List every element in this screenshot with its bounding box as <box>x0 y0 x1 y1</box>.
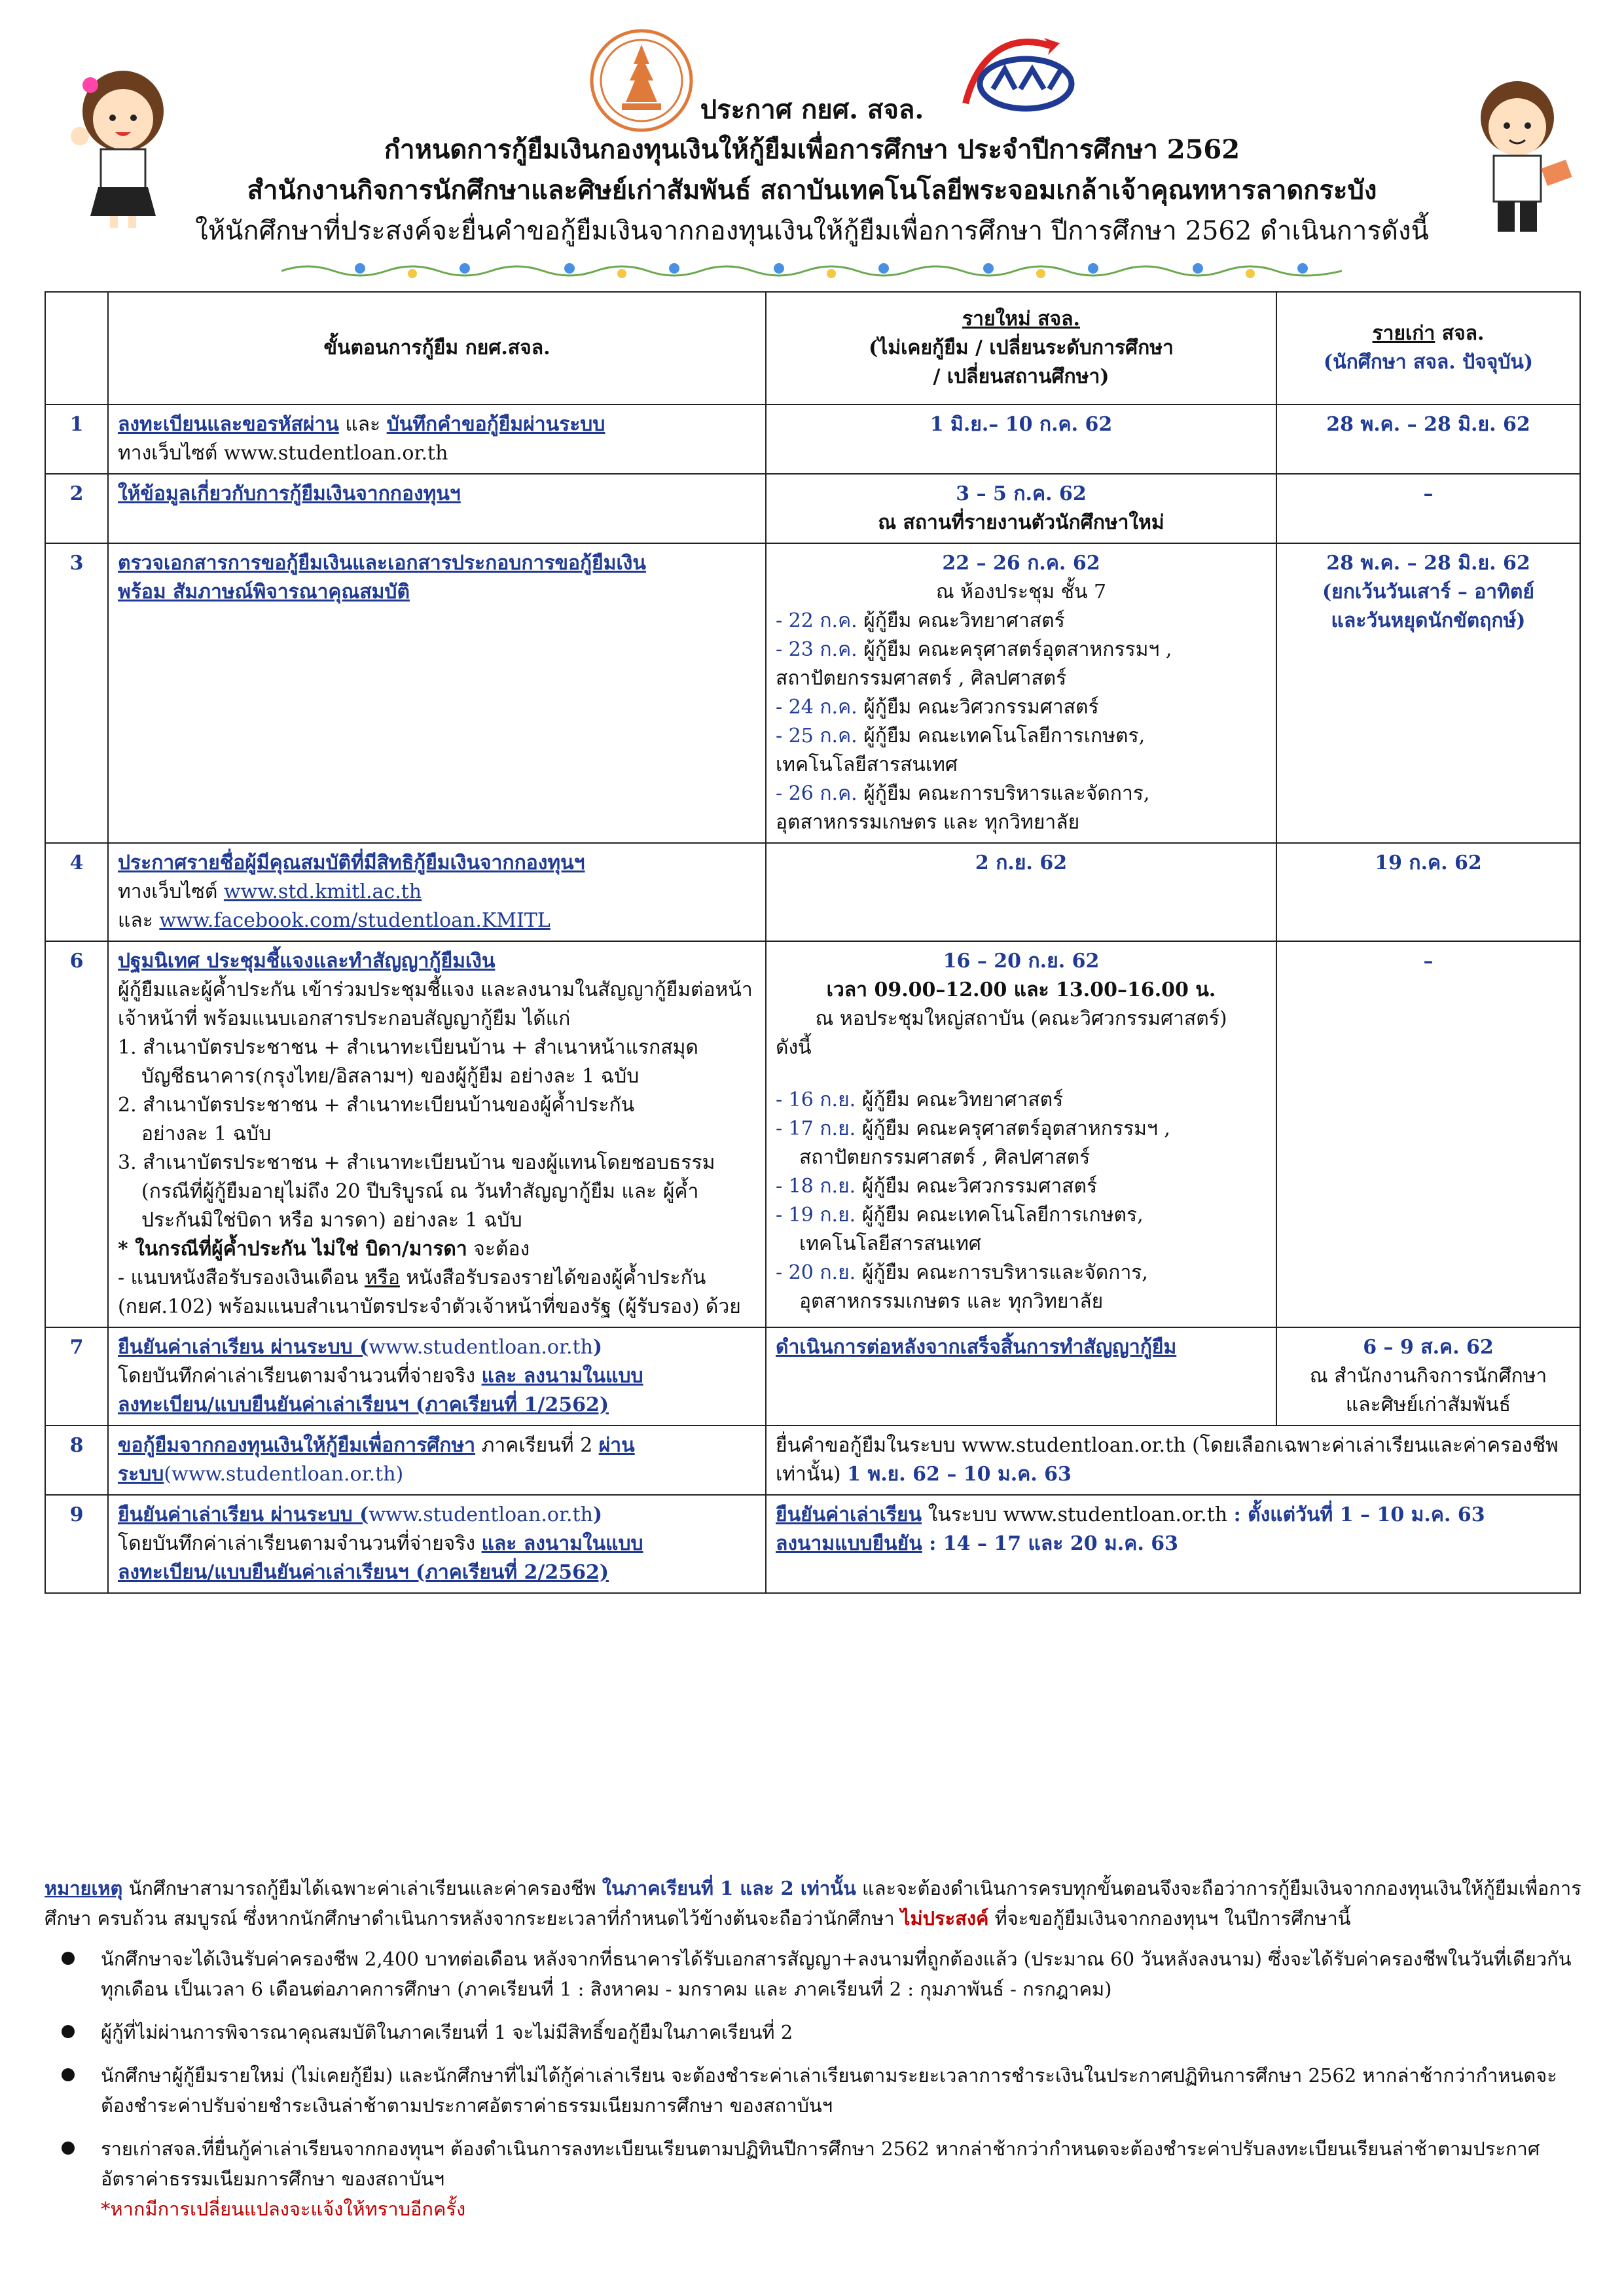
table-header-row <box>45 292 1580 404</box>
row-number: 7 <box>45 1327 108 1426</box>
new-borrower-date: ดำเนินการต่อหลังจากเสร็จสิ้นการทำสัญญากู้ยืม <box>766 1327 1276 1426</box>
notes-section <box>45 1873 1583 2237</box>
new-borrower-date: 1 มิ.ย.– 10 ก.ค. 62 <box>766 404 1276 474</box>
row-number: 8 <box>45 1426 108 1495</box>
header-steps: ขั้นตอนการกู้ยืม กยศ.สจล. <box>108 292 766 404</box>
existing-borrower-date: 19 ก.ค. 62 <box>1276 843 1580 941</box>
new-borrower-date: 22 – 26 ก.ค. 62 ณ ห้องประชุม ชั้น 7 - 22 ก.ค. ผู้กู้ยืม คณะวิทยาศาสตร์ - 23 ก.ค. ผู้กู้ยืม คณะครุศาสตร์อุตสาหกรรมฯ , สถาปัตยกรรมศาสตร์ , ศิลปศาสตร์ - 24 ก.ค. ผู้กู้ยืม คณะวิศวกรรมศาสตร์ - 25 ก.ค. ผู้กู้ยืม คณะเทคโนโลยีการเกษตร, เทคโนโลยีสารสนเทศ - 26 ก.ค. ผู้กู้ยืม คณะการบริหารและจัดการ, อุตสาหกรรมเกษตร และ ทุกวิทยาลัย <box>766 543 1276 843</box>
bullet-icon <box>62 1952 75 1965</box>
table-row <box>45 1426 1580 1495</box>
table-row <box>45 404 1580 474</box>
schedule-heading: กำหนดการกู้ยืมเงินกองทุนเงินให้กู้ยืมเพื่อการศึกษา ประจำปีการศึกษา 2562 <box>384 134 1240 165</box>
facebook-link[interactable]: www.facebook.com/studentloan.KMITL <box>159 909 550 932</box>
intro-line: ให้นักศึกษาที่ประสงค์จะยื่นคำขอกู้ยืมเงินจากกองทุนเงินให้กู้ยืมเพื่อการศึกษา ปีการศึกษา 2562 ดำเนินการดังนี้ <box>195 216 1429 246</box>
semester2-request-cell: ยื่นคำขอกู้ยืมในระบบ www.studentloan.or.th (โดยเลือกเฉพาะค่าเล่าเรียนและค่าครองชีพเท่านั้น) 1 พ.ย. 62 – 10 ม.ค. 63 <box>766 1426 1580 1495</box>
table-row <box>45 474 1580 543</box>
new-borrower-date: 2 ก.ย. 62 <box>766 843 1276 941</box>
header-no <box>45 292 108 404</box>
bullet-icon <box>62 2068 75 2081</box>
list-item: นักศึกษาจะได้เงินรับค่าครองชีพ 2,400 บาทต่อเดือน หลังจากที่ธนาคารได้รับเอกสารสัญญา+ลงนามที่ถูกต้องแล้ว (ประมาณ 60 วันหลังลงนาม) ซึ่งจะได้รับค่าครองชีพในวันที่เดียวกันทุกเดือน เป็นเวลา 6 เดือนต่อภาคการศึกษา (ภาคเรียนที่ 1 : สิงหาคม - มกราคม และ ภาคเรียนที่ 2 : กุมภาพันธ์ - กรกฎาคม) <box>45 1944 1583 2004</box>
change-notice: *หากมีการเปลี่ยนแปลงจะแจ้งให้ทราบอีกครั้ง <box>101 2198 466 2220</box>
step-cell: ให้ข้อมูลเกี่ยวกับการกู้ยืมเงินจากกองทุนฯ <box>108 474 766 543</box>
step-cell: ประกาศรายชื่อผู้มีคุณสมบัติที่มีสิทธิกู้ยืมเงินจากกองทุนฯ ทางเว็บไซต์ www.std.kmitl.ac.th และ www.facebook.com/studentloan.KMITL <box>108 843 766 941</box>
step-cell: ตรวจเอกสารการขอกู้ยืมเงินและเอกสารประกอบการขอกู้ยืมเงิน พร้อม สัมภาษณ์พิจารณาคุณสมบัติ <box>108 543 766 843</box>
table-row <box>45 1327 1580 1426</box>
row-number: 9 <box>45 1495 108 1593</box>
std-website-link[interactable]: www.std.kmitl.ac.th <box>223 880 422 903</box>
list-item: ผู้กู้ที่ไม่ผ่านการพิจารณาคุณสมบัติในภาคเรียนที่ 1 จะไม่มีสิทธิ์ขอกู้ยืมในภาคเรียนที่ 2 <box>45 2017 1583 2047</box>
step-cell: ยืนยันค่าเล่าเรียน ผ่านระบบ (www.studentloan.or.th) โดยบันทึกค่าเล่าเรียนตามจำนวนที่จ่ายจริง และ ลงนามในแบบ ลงทะเบียน/แบบยืนยันค่าเล่าเรียนฯ (ภาคเรียนที่ 1/2562) <box>108 1327 766 1426</box>
new-borrower-date: 16 – 20 ก.ย. 62 เวลา 09.00–12.00 และ 13.00–16.00 น. ณ หอประชุมใหญ่สถาบัน (คณะวิศวกรรมศาสตร์) ดังนี้ - 16 ก.ย. ผู้กู้ยืม คณะวิทยาศาสตร์ - 17 ก.ย. ผู้กู้ยืม คณะครุศาสตร์อุตสาหกรรมฯ , สถาปัตยกรรมศาสตร์ , ศิลปศาสตร์ - 18 ก.ย. ผู้กู้ยืม คณะวิศวกรรมศาสตร์ - 19 ก.ย. ผู้กู้ยืม คณะเทคโนโลยีการเกษตร, เทคโนโลยีสารสนเทศ - 20 ก.ย. ผู้กู้ยืม คณะการบริหารและจัดการ, อุตสาหกรรมเกษตร และ ทุกวิทยาลัย <box>766 941 1276 1327</box>
step-cell: ยืนยันค่าเล่าเรียน ผ่านระบบ (www.studentloan.or.th) โดยบันทึกค่าเล่าเรียนตามจำนวนที่จ่ายจริง และ ลงนามในแบบ ลงทะเบียน/แบบยืนยันค่าเล่าเรียนฯ (ภาคเรียนที่ 2/2562) <box>108 1495 766 1593</box>
bullet-icon <box>62 2025 75 2038</box>
notes-paragraph: หมายเหตุ นักศึกษาสามารถกู้ยืมได้เฉพาะค่าเล่าเรียนและค่าครองชีพ ในภาคเรียนที่ 1 และ 2 เท่านั้น และจะต้องดำเนินการครบทุกขั้นตอนจึงจะถือว่าการกู้ยืมเงินจากกองทุนเงินให้กู้ยืมเพื่อการศึกษา ครบถ้วน สมบูรณ์ ซึ่งหากนักศึกษาดำเนินการหลังจากระยะเวลาที่กำหนดไว้ข้างต้นจะถือว่านักศึกษา ไม่ประสงค์ ที่จะขอกู้ยืมเงินจากกองทุนฯ ในปีการศึกษานี้ <box>45 1877 1581 1929</box>
semester2-confirm-cell: ยืนยันค่าเล่าเรียน ในระบบ www.studentloan.or.th : ตั้งแต่วันที่ 1 – 10 ม.ค. 63 ลงนามแบบยืนยัน : 14 – 17 และ 20 ม.ค. 63 <box>766 1495 1580 1593</box>
flower-vine-divider <box>281 257 1342 283</box>
row-number: 1 <box>45 404 108 474</box>
row-number: 2 <box>45 474 108 543</box>
step-cell: ปฐมนิเทศ ประชุมชี้แจงและทำสัญญากู้ยืมเงิน ผู้กู้ยืมและผู้ค้ำประกัน เข้าร่วมประชุมชี้แจง และลงนามในสัญญากู้ยืมต่อหน้า เจ้าหน้าที่ พร้อมแนบเอกสารประกอบสัญญากู้ยืม ได้แก่ 1. สำเนาบัตรประชาชน + สำเนาทะเบียนบ้าน + สำเนาหน้าแรกสมุด บัญชีธนาคาร(กรุงไทย/อิสลามฯ) ของผู้กู้ยืม อย่างละ 1 ฉบับ 2. สำเนาบัตรประชาชน + สำเนาทะเบียนบ้านของผู้ค้ำประกัน อย่างละ 1 ฉบับ 3. สำเนาบัตรประชาชน + สำเนาทะเบียนบ้าน ของผู้แทนโดยชอบธรรม (กรณีที่ผู้กู้ยืมอายุไม่ถึง 20 ปีบริบูรณ์ ณ วันทำสัญญากู้ยืม และ ผู้ค้ำประกันมิใช่บิดา หรือ มารดา) อย่างละ 1 ฉบับ * ในกรณีที่ผู้ค้ำประกัน ไม่ใช่ บิดา/มารดา จะต้อง - แนบหนังสือรับรองเงินเดือน หรือ หนังสือรับรองรายได้ของผู้ค้ำประกัน (กยศ.102) พร้อมแนบสำเนาบัตรประจำตัวเจ้าหน้าที่ของรัฐ (ผู้รับรอง) ด้วย <box>108 941 766 1327</box>
table-row <box>45 843 1580 941</box>
list-item: นักศึกษาผู้กู้ยืมรายใหม่ (ไม่เคยกู้ยืม) และนักศึกษาที่ไม่ได้กู้ค่าเล่าเรียน จะต้องชำระค่าเล่าเรียนตามระยะเวลาการชำระเงินในประกาศปฏิทินการศึกษา 2562 หากล่าช้ากว่ากำหนดจะต้องชำระค่าปรับจ่ายชำระเงินล่าช้าตามประกาศอัตราค่าธรรมเนียมการศึกษา ของสถาบันฯ <box>45 2060 1583 2121</box>
step-cell: ลงทะเบียนและขอรหัสผ่าน และ บันทึกคำขอกู้ยืมผ่านระบบ ทางเว็บไซต์ www.studentloan.or.th <box>108 404 766 474</box>
existing-borrower-date: 6 – 9 ส.ค. 62 ณ สำนักงานกิจการนักศึกษา และศิษย์เก่าสัมพันธ์ <box>1276 1327 1580 1426</box>
row-number: 6 <box>45 941 108 1327</box>
announcement-title: ประกาศ กยศ. สจล. <box>700 94 924 125</box>
existing-borrower-date: 28 พ.ค. – 28 มิ.ย. 62 (ยกเว้นวันเสาร์ – อาทิตย์ และวันหยุดนักขัตฤกษ์) <box>1276 543 1580 843</box>
notes-list <box>45 1944 1583 2224</box>
office-heading: สำนักงานกิจการนักศึกษาและศิษย์เก่าสัมพันธ์ สถาบันเทคโนโลยีพระจอมเกล้าเจ้าคุณทหารลาดกระบัง <box>247 175 1377 206</box>
existing-borrower-date: – <box>1276 474 1580 543</box>
row-number: 3 <box>45 543 108 843</box>
new-borrower-date: 3 – 5 ก.ค. 62 ณ สถานที่รายงานตัวนักศึกษาใหม่ <box>766 474 1276 543</box>
row-number: 4 <box>45 843 108 941</box>
table-row <box>45 1495 1580 1593</box>
table-row <box>45 941 1580 1327</box>
existing-borrower-date: 28 พ.ค. – 28 มิ.ย. 62 <box>1276 404 1580 474</box>
loan-schedule-table <box>45 291 1581 1594</box>
step-cell: ขอกู้ยืมจากกองทุนเงินให้กู้ยืมเพื่อการศึกษา ภาคเรียนที่ 2 ผ่านระบบ(www.studentloan.or.th) <box>108 1426 766 1495</box>
list-item: รายเก่าสจล.ที่ยื่นกู้ค่าเล่าเรียนจากกองทุนฯ ต้องดำเนินการลงทะเบียนเรียนตามปฏิทินปีการศึกษา 2562 หากล่าช้ากว่ากำหนดจะต้องชำระค่าปรับลงทะเบียนเรียนล่าช้าตามประกาศอัตราค่าธรรมเนียมการศึกษา ของสถาบันฯ *หากมีการเปลี่ยนแปลงจะแจ้งให้ทราบอีกครั้ง <box>45 2134 1583 2224</box>
table-row <box>45 543 1580 843</box>
existing-borrower-date: – <box>1276 941 1580 1327</box>
header-existing-borrowers: รายเก่า สจล. (นักศึกษา สจล. ปัจจุบัน) <box>1276 292 1580 404</box>
header-new-borrowers: รายใหม่ สจล. (ไม่เคยกู้ยืม / เปลี่ยนระดับการศึกษา / เปลี่ยนสถานศึกษา) <box>766 292 1276 404</box>
bullet-icon <box>62 2142 75 2155</box>
